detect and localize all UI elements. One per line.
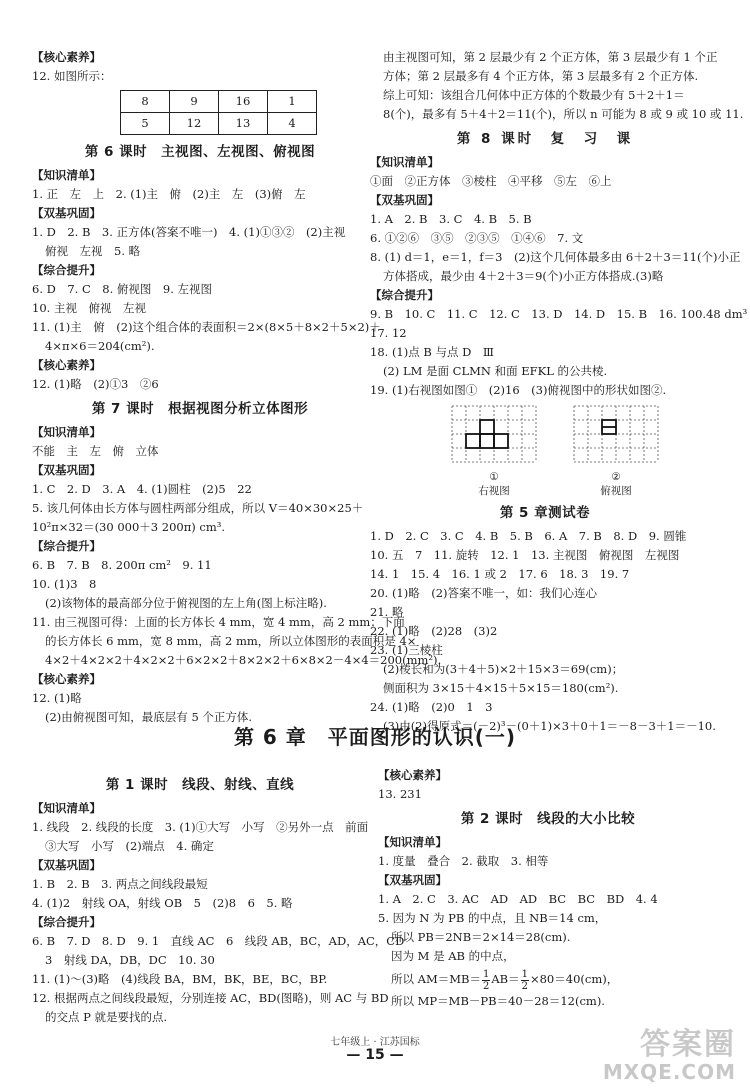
- fraction-denominator: 2: [482, 980, 490, 992]
- section-heading: 【核心素养】: [32, 358, 101, 372]
- answer-line: 1. D 2. C 3. C 4. B 5. B 6. A 7. B 8. D 9. 圆锥: [370, 529, 687, 543]
- answer-line: 1. D 2. B 3. 正方体(答案不唯一) 4. (1)①③② (2)主视: [32, 225, 346, 239]
- answer-line: 11. 由三视图可得：上面的长方体长 4 mm，宽 4 mm，高 2 mm；下面: [32, 615, 405, 629]
- lesson-title: 第 6 课时 主视图、左视图、俯视图: [84, 144, 316, 160]
- grid-row: [121, 91, 317, 113]
- footer-book-label: 七年级上 · 江苏国标: [330, 1037, 420, 1048]
- section-heading: 【综合提升】: [32, 915, 101, 929]
- answer-line: 10. 五 7 11. 旋转 12. 1 13. 主视图 俯视图 左视图: [370, 548, 680, 562]
- answer-line: 所以 MP＝MB－PB＝40－28＝12(cm).: [391, 994, 605, 1008]
- answer-line: 侧面积为 3×15＋4×15＋5×15＝180(cm²).: [383, 681, 619, 695]
- grid-cell: 12: [170, 113, 219, 135]
- answer-line: 8. (1) d＝1，e＝1，f＝3 (2)这个几何体最多由 6＋2＋3＝11(个)小正: [370, 250, 741, 264]
- lesson-title: 第 8 课时 复 习 课: [456, 131, 634, 147]
- lesson-title: 第 1 课时 线段、射线、直线: [105, 777, 295, 793]
- section-heading: 【双基巩固】: [32, 206, 101, 220]
- grid-cell: 5: [121, 113, 170, 135]
- section-heading: 【核心素养】: [378, 768, 447, 782]
- answer-line: 方体；第 2 层最多有 4 个正方体，第 3 层最多有 2 个正方体.: [383, 69, 699, 83]
- answer-line: 12. (1)略 (2)①3 ②6: [32, 377, 159, 391]
- answer-line: ③大写 小写 (2)端点 4. 确定: [45, 839, 214, 853]
- answer-line: 10. (1)3 8: [32, 577, 97, 591]
- chapter-title: 第 6 章 平面图形的认识(一): [233, 725, 517, 749]
- section-heading: 【核心素养】: [32, 50, 101, 64]
- answer-line: 24. (1)略 (2)0 1 3: [370, 700, 493, 714]
- section-heading: 【双基巩固】: [378, 873, 447, 887]
- answer-line: 18. (1)点 B 与点 D Ⅲ: [370, 345, 494, 359]
- answer-line: 4×π×6＝204(cm²).: [45, 339, 155, 353]
- answer-line: 1. 度量 叠合 2. 截取 3. 相等: [378, 854, 549, 868]
- grid-cell: 9: [170, 91, 219, 113]
- answer-line: 10. 主视 俯视 左视: [32, 301, 146, 315]
- answer-line: 5. 因为 N 为 PB 的中点，且 NB＝14 cm，: [378, 911, 607, 925]
- answer-line: 22. (1)略 (2)28 (3)2: [370, 624, 498, 638]
- answer-line: 1. A 2. C 3. AC AD AD BC BC BD 4. 4: [378, 892, 658, 906]
- answer-line: ①面 ②正方体 ③棱柱 ④平移 ⑤左 ⑥上: [370, 174, 612, 188]
- section-heading: 【双基巩固】: [32, 463, 101, 477]
- section-heading: 【知识清单】: [32, 168, 101, 182]
- answer-line: 12. 根据两点之间线段最短，分别连接 AC，BD(图略)，则 AC 与 BD: [32, 991, 389, 1005]
- bottom-right-column: [378, 766, 718, 1011]
- answer-line: 1. 正 左 上 2. (1)主 俯 (2)主 左 (3)俯 左: [32, 187, 306, 201]
- answer-line: 所以 PB＝2NB＝2×14＝28(cm).: [391, 930, 571, 944]
- view-figures: [450, 404, 720, 498]
- fraction-numerator: 1: [521, 968, 528, 980]
- answer-line: 不能 主 左 俯 立体: [32, 444, 159, 458]
- grid-cell: 13: [219, 113, 268, 135]
- answer-line: 10²π×32＝(30 000＋3 200π) cm³.: [32, 520, 226, 534]
- lesson-title: 第 7 课时 根据视图分析立体图形: [91, 401, 309, 417]
- grid-cell: 4: [268, 113, 317, 135]
- section-heading: 【综合提升】: [370, 288, 439, 302]
- fraction-line: [378, 966, 718, 992]
- test-title: 第 5 章测试卷: [499, 505, 591, 521]
- answer-line: 6. ①②⑥ ③⑤ ②③⑤ ①④⑥ 7. 文: [370, 231, 584, 245]
- answer-line: 6. D 7. C 8. 俯视图 9. 左视图: [32, 282, 213, 296]
- section-heading: 【核心素养】: [32, 672, 101, 686]
- right-column: [370, 48, 748, 736]
- answer-line: 6. B 7. B 8. 200π cm² 9. 11: [32, 558, 212, 572]
- answer-line: 8(个)，最多有 5＋4＋2＝11(个)，所以 n 可能为 8 或 9 或 10 或 11.: [383, 107, 744, 121]
- top-view-figure: [572, 404, 660, 498]
- figure-number: ①: [489, 471, 499, 483]
- fraction-denominator: 2: [521, 980, 528, 992]
- top-view-drawing: [572, 404, 660, 466]
- answer-line: 21. 略: [370, 605, 404, 619]
- answer-line: 方体搭成，最少由 4＋2＋3＝9(个)小正方体搭成.(3)略: [383, 269, 664, 283]
- answer-line: 4. (1)2 射线 OA，射线 OB 5 (2)8 6 5. 略: [32, 896, 293, 910]
- figure-number: ②: [611, 471, 621, 483]
- fraction: [482, 969, 490, 992]
- answer-line: 的长方体长 6 mm，宽 8 mm，高 2 mm，所以立体图形的表面积是 4×: [45, 634, 417, 648]
- answer-line: 1. A 2. B 3. C 4. B 5. B: [370, 212, 532, 226]
- answer-line: (2)该物体的最高部分位于俯视图的左上角(图上标注略).: [45, 596, 327, 610]
- section-heading: 【知识清单】: [378, 835, 447, 849]
- answer-line: 9. B 10. C 11. C 12. C 13. D 14. D 15. B 16. 100.48 dm³: [370, 307, 748, 321]
- section-heading: 【双基巩固】: [32, 858, 101, 872]
- answer-line: 23. (1)三棱柱: [370, 643, 443, 657]
- grid-row: [121, 113, 317, 135]
- figure-caption: 右视图: [478, 485, 510, 497]
- answer-line: 1. B 2. B 3. 两点之间线段最短: [32, 877, 208, 891]
- watermark-url: MXQE.COM: [602, 1060, 736, 1084]
- answer-line: 5. 该几何体由长方体与圆柱两部分组成，所以 V＝40×30×25＋: [32, 501, 364, 515]
- section-heading: 【双基巩固】: [370, 193, 439, 207]
- answer-line: 1. 线段 2. 线段的长度 3. (1)①大写 小写 ②另外一点 前面: [32, 820, 369, 834]
- answer-line: 因为 M 是 AB 的中点，: [391, 949, 515, 963]
- text-segment: ×80＝40(cm)，: [529, 972, 619, 986]
- lesson-title: 第 2 课时 线段的大小比较: [460, 811, 636, 827]
- answer-line: 4×2＋4×2×2＋4×2×2＋6×2×2＋8×2×2＋6×8×2－4×4＝200(mm²).: [45, 653, 442, 667]
- answer-line: (2) LM 是面 CLMN 和面 EFKL 的公共棱.: [383, 364, 608, 378]
- grid-cell: 1: [268, 91, 317, 113]
- answer-line: (2)棱长和为(3＋4＋5)×2＋15×3＝69(cm)；: [383, 662, 624, 676]
- text-segment: 所以 AM＝MB＝: [391, 972, 481, 986]
- number-grid: [120, 90, 317, 135]
- answer-line: 12. (1)略: [32, 691, 82, 705]
- answer-line: 19. (1)右视图如图① (2)16 (3)俯视图中的形状如图②.: [370, 383, 667, 397]
- figure-caption: 俯视图: [600, 485, 632, 497]
- answer-line: 俯视 左视 5. 略: [45, 244, 141, 258]
- answer-line: 综上可知：该组合几何体中正方体的个数最少有 5＋2＋1＝: [383, 88, 685, 102]
- answer-line: (2)由俯视图可知，最底层有 5 个正方体.: [45, 710, 253, 724]
- answer-line: 14. 1 15. 4 16. 1 或 2 17. 6 18. 3 19. 7: [370, 567, 630, 581]
- answer-line: 11. (1)主 俯 (2)这个组合体的表面积＝2×(8×5＋8×2＋5×2)＋: [32, 320, 381, 334]
- section-heading: 【知识清单】: [32, 801, 101, 815]
- answer-line: 17. 12: [370, 326, 407, 340]
- section-heading: 【知识清单】: [32, 425, 101, 439]
- answer-line: 的交点 P 就是要找的点.: [45, 1010, 168, 1024]
- section-heading: 【知识清单】: [370, 155, 439, 169]
- section-heading: 【综合提升】: [32, 539, 101, 553]
- right-view-figure: [450, 404, 538, 498]
- watermark: [603, 1029, 736, 1083]
- grid-cell: 8: [121, 91, 170, 113]
- text-segment: AB＝: [491, 972, 520, 986]
- right-view-drawing: [450, 404, 538, 466]
- page-number: — 15 —: [346, 1047, 404, 1063]
- answer-line: 11. (1)～(3)略 (4)线段 BA，BM，BK，BE，BC，BP.: [32, 972, 328, 986]
- answer-line: 6. B 7. D 8. D 9. 1 直线 AC 6 线段 AB，BC，AD，AC，CD: [32, 934, 405, 948]
- answer-line: 由主视图可知，第 2 层最少有 2 个正方体，第 3 层最少有 1 个正: [383, 50, 718, 64]
- answer-line: 13. 231: [378, 787, 422, 801]
- answer-line: 12. 如图所示：: [32, 69, 112, 83]
- answer-line: (3)由(2)得原式＝(－2)³－(0＋1)×3＋0＋1＝－8－3＋1＝－10.: [383, 719, 716, 733]
- answer-line: 3 射线 DA，DB，DC 10. 30: [45, 953, 215, 967]
- fraction-numerator: 1: [482, 968, 490, 980]
- section-heading: 【综合提升】: [32, 263, 101, 277]
- fraction: [521, 969, 529, 992]
- grid-cell: 16: [219, 91, 268, 113]
- watermark-logo-text: 答案圈: [640, 1027, 736, 1062]
- answer-line: 1. C 2. D 3. A 4. (1)圆柱 (2)5 22: [32, 482, 252, 496]
- answer-line: 20. (1)略 (2)答案不唯一，如：我们心连心: [370, 586, 598, 600]
